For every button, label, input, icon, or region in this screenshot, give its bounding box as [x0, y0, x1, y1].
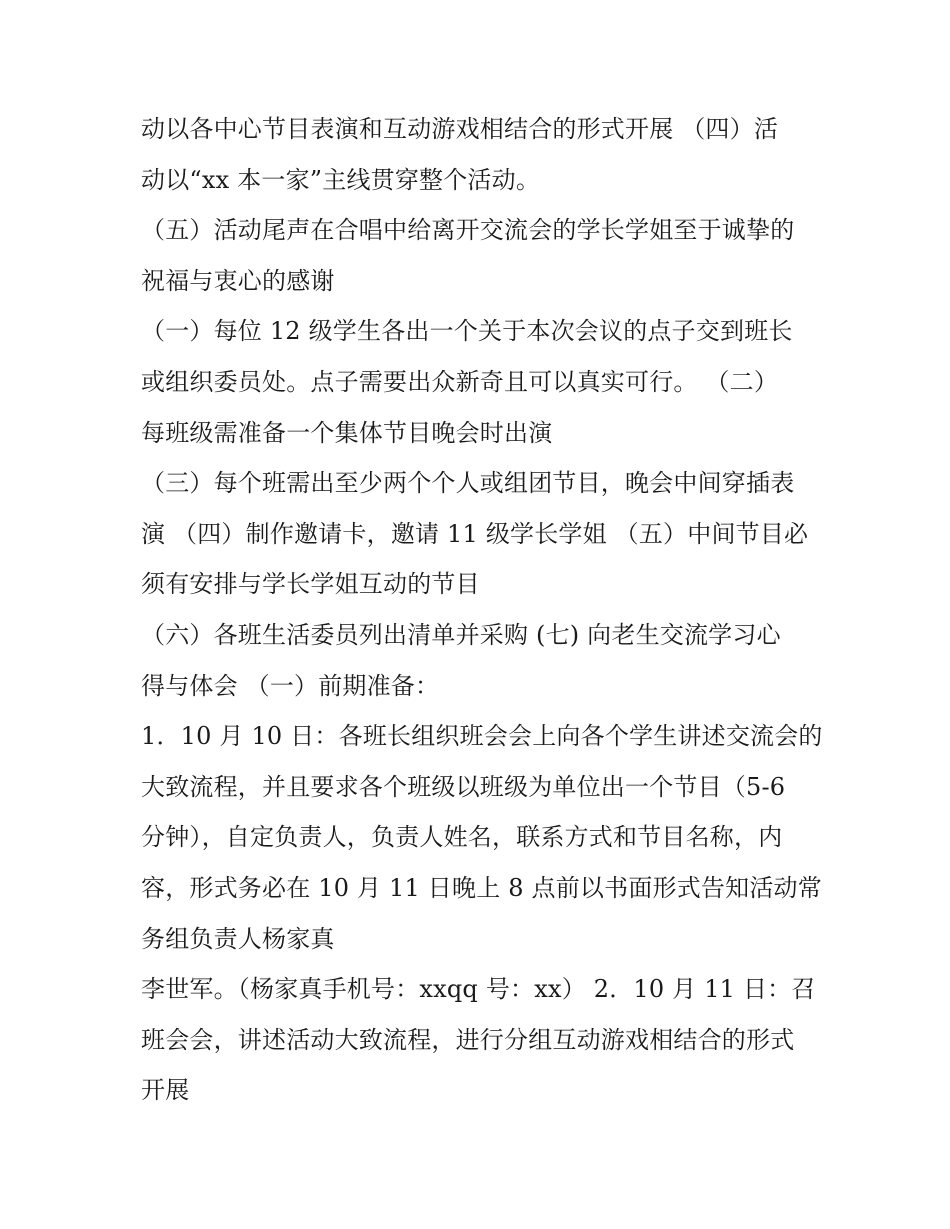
text-line: 李世军。（杨家真手机号：xxqq 号：xx） 2．10 月 11 日：召 — [141, 975, 816, 1004]
text-line: （一）每位 12 级学生各出一个关于本次会议的点子交到班长 — [141, 317, 793, 346]
text-line: 动以“xx 本一家”主线贯穿整个活动。 — [141, 165, 541, 194]
text-line: 得与体会 （一）前期准备： — [141, 671, 440, 700]
text-line: （六）各班生活委员列出清单并采购 (七) 向老生交流学习心 — [141, 620, 781, 649]
text-line: 或组织委员处。点子需要出众新奇且可以真实可行。 （二） — [141, 367, 779, 396]
text-line: 分钟），自定负责人，负责人姓名，联系方式和节目名称，内 — [141, 823, 783, 852]
text-line: 班会会，讲述活动大致流程，进行分组互动游戏相结合的形式 — [141, 1025, 795, 1054]
text-line: 容，形式务必在 10 月 11 日晚上 8 点前以书面形式告知活动常 — [141, 873, 822, 902]
text-line: 须有安排与学长学姐互动的节目 — [141, 570, 480, 599]
text-line: （三）每个班需出至少两个个人或组团节目，晚会中间穿插表 — [141, 469, 795, 498]
text-line: （五）活动尾声在合唱中给离开交流会的学长学姐至于诚挚的 — [141, 216, 795, 245]
text-line: 大致流程，并且要求各个班级以班级为单位出一个节目（5-6 — [141, 772, 786, 801]
text-line: 每班级需准备一个集体节目晚会时出演 — [141, 418, 553, 447]
text-line: 动以各中心节目表演和互动游戏相结合的形式开展 （四）活 — [141, 115, 779, 143]
body-text — [141, 104, 821, 1116]
text-line: 祝福与衷心的感谢 — [141, 266, 335, 295]
text-line: 务组负责人杨家真 — [141, 924, 335, 953]
text-line: 开展 — [141, 1076, 190, 1105]
text-line: 1．10 月 10 日：各班长组织班会会上向各个学生讲述交流会的 — [141, 722, 823, 751]
text-line: 演 （四）制作邀请卡，邀请 11 级学长学姐 （五）中间节目必 — [141, 519, 809, 548]
